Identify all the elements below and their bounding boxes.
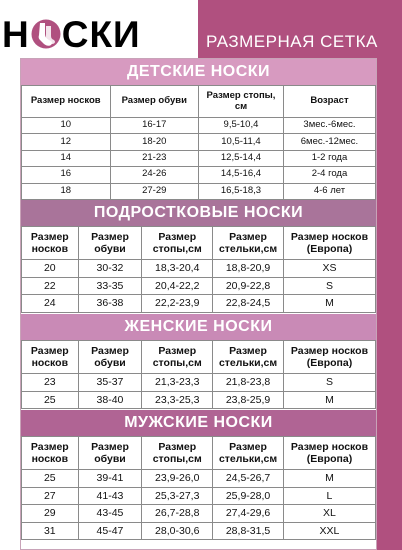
women-header-cell: Размер стопы,см xyxy=(142,341,213,374)
table-cell: 14,5-16,4 xyxy=(199,167,284,183)
teen-title: ПОДРОСТКОВЫЕ НОСКИ xyxy=(21,200,376,226)
page-title: РАЗМЕРНАЯ СЕТКА xyxy=(206,32,378,51)
men-header-cell: Размер носков xyxy=(22,437,79,470)
size-chart-card xyxy=(20,58,377,550)
table-cell: 12,5-14,4 xyxy=(199,150,284,166)
table-row xyxy=(22,391,376,409)
table-cell: 16 xyxy=(22,167,111,183)
table-cell: 45-47 xyxy=(78,522,142,540)
table-cell: 24 xyxy=(22,295,79,313)
women-table xyxy=(21,340,376,409)
table-cell: 16-17 xyxy=(110,118,199,134)
teen-header-row xyxy=(22,227,376,260)
teen-header-cell: Размер обуви xyxy=(78,227,142,260)
table-cell: 33-35 xyxy=(78,277,142,295)
table-cell: XXL xyxy=(283,522,375,540)
men-header-cell: Размер стельки,см xyxy=(213,437,284,470)
table-cell: 23,9-26,0 xyxy=(142,470,213,488)
table-cell: 25 xyxy=(22,470,79,488)
men-header-row xyxy=(22,437,376,470)
table-cell: 18,8-20,9 xyxy=(213,260,284,278)
table-cell: 20,4-22,2 xyxy=(142,277,213,295)
kids-header-cell: Размер стопы, см xyxy=(199,86,284,118)
table-row xyxy=(22,487,376,505)
table-cell: 27-29 xyxy=(110,183,199,199)
table-cell: 21,8-23,8 xyxy=(213,374,284,392)
table-cell: 20,9-22,8 xyxy=(213,277,284,295)
table-cell: 43-45 xyxy=(78,505,142,523)
teen-section xyxy=(21,200,376,313)
table-cell: M xyxy=(283,295,375,313)
table-cell: 25 xyxy=(22,391,79,409)
table-cell: 10,5-11,4 xyxy=(199,134,284,150)
table-cell: 26,7-28,8 xyxy=(142,505,213,523)
table-cell: 31 xyxy=(22,522,79,540)
women-header-cell: Размер носков (Европа) xyxy=(283,341,375,374)
women-title: ЖЕНСКИЕ НОСКИ xyxy=(21,314,376,340)
kids-header-cell: Размер носков xyxy=(22,86,111,118)
table-cell: 21,3-23,3 xyxy=(142,374,213,392)
table-cell: 20 xyxy=(22,260,79,278)
brand-text-right: СКИ xyxy=(61,13,141,55)
teen-header-cell: Размер носков xyxy=(22,227,79,260)
table-cell: 41-43 xyxy=(78,487,142,505)
table-cell: 6мес.-12мес. xyxy=(283,134,375,150)
men-table xyxy=(21,436,376,540)
men-section xyxy=(21,410,376,540)
table-cell: 18,3-20,4 xyxy=(142,260,213,278)
table-cell: 27,4-29,6 xyxy=(213,505,284,523)
men-header-cell: Размер стопы,см xyxy=(142,437,213,470)
women-header-cell: Размер стельки,см xyxy=(213,341,284,374)
table-cell: 12 xyxy=(22,134,111,150)
table-cell: 28,8-31,5 xyxy=(213,522,284,540)
table-cell: 23,3-25,3 xyxy=(142,391,213,409)
table-row xyxy=(22,167,376,183)
table-row xyxy=(22,183,376,199)
teen-header-cell: Размер носков (Европа) xyxy=(283,227,375,260)
table-row xyxy=(22,277,376,295)
table-row xyxy=(22,470,376,488)
table-cell: 10 xyxy=(22,118,111,134)
table-cell: 25,3-27,3 xyxy=(142,487,213,505)
table-cell: 24,5-26,7 xyxy=(213,470,284,488)
table-cell: 14 xyxy=(22,150,111,166)
kids-table xyxy=(21,85,376,200)
men-title: МУЖСКИЕ НОСКИ xyxy=(21,410,376,436)
women-section xyxy=(21,314,376,409)
men-header-cell: Размер обуви xyxy=(78,437,142,470)
socks-logo-icon xyxy=(31,17,61,51)
table-cell: 3мес.-6мес. xyxy=(283,118,375,134)
table-cell: M xyxy=(283,470,375,488)
table-cell: 18 xyxy=(22,183,111,199)
table-cell: 21-23 xyxy=(110,150,199,166)
table-row xyxy=(22,134,376,150)
table-row xyxy=(22,522,376,540)
table-cell: 29 xyxy=(22,505,79,523)
table-cell: XS xyxy=(283,260,375,278)
table-cell: S xyxy=(283,374,375,392)
teen-header-cell: Размер стопы,см xyxy=(142,227,213,260)
table-cell: 18-20 xyxy=(110,134,199,150)
table-cell: 39-41 xyxy=(78,470,142,488)
kids-title: ДЕТСКИЕ НОСКИ xyxy=(21,59,376,85)
table-cell: 35-37 xyxy=(78,374,142,392)
table-cell: S xyxy=(283,277,375,295)
table-cell: 4-6 лет xyxy=(283,183,375,199)
table-cell: 36-38 xyxy=(78,295,142,313)
table-row xyxy=(22,505,376,523)
table-cell: 38-40 xyxy=(78,391,142,409)
table-cell: 1-2 года xyxy=(283,150,375,166)
women-header-row xyxy=(22,341,376,374)
table-row xyxy=(22,295,376,313)
kids-header-cell: Размер обуви xyxy=(110,86,199,118)
table-cell: M xyxy=(283,391,375,409)
brand-text-left: Н xyxy=(2,13,30,55)
table-cell: 23 xyxy=(22,374,79,392)
table-cell: 27 xyxy=(22,487,79,505)
table-cell: 24-26 xyxy=(110,167,199,183)
table-cell: 28,0-30,6 xyxy=(142,522,213,540)
kids-header-row xyxy=(22,86,376,118)
kids-header-cell: Возраст xyxy=(283,86,375,118)
table-row xyxy=(22,260,376,278)
table-cell: 22 xyxy=(22,277,79,295)
kids-section xyxy=(21,59,376,200)
table-cell: 22,8-24,5 xyxy=(213,295,284,313)
table-cell: 30-32 xyxy=(78,260,142,278)
table-cell: 9,5-10,4 xyxy=(199,118,284,134)
women-header-cell: Размер носков xyxy=(22,341,79,374)
table-cell: 16,5-18,3 xyxy=(199,183,284,199)
table-row xyxy=(22,150,376,166)
table-cell: L xyxy=(283,487,375,505)
table-row xyxy=(22,118,376,134)
table-cell: 2-4 года xyxy=(283,167,375,183)
table-cell: XL xyxy=(283,505,375,523)
table-cell: 23,8-25,9 xyxy=(213,391,284,409)
men-header-cell: Размер носков (Европа) xyxy=(283,437,375,470)
table-row xyxy=(22,374,376,392)
teen-header-cell: Размер стельки,см xyxy=(213,227,284,260)
brand-logo-wordmark xyxy=(2,12,141,56)
women-header-cell: Размер обуви xyxy=(78,341,142,374)
table-cell: 25,9-28,0 xyxy=(213,487,284,505)
teen-table xyxy=(21,226,376,313)
table-cell: 22,2-23,9 xyxy=(142,295,213,313)
